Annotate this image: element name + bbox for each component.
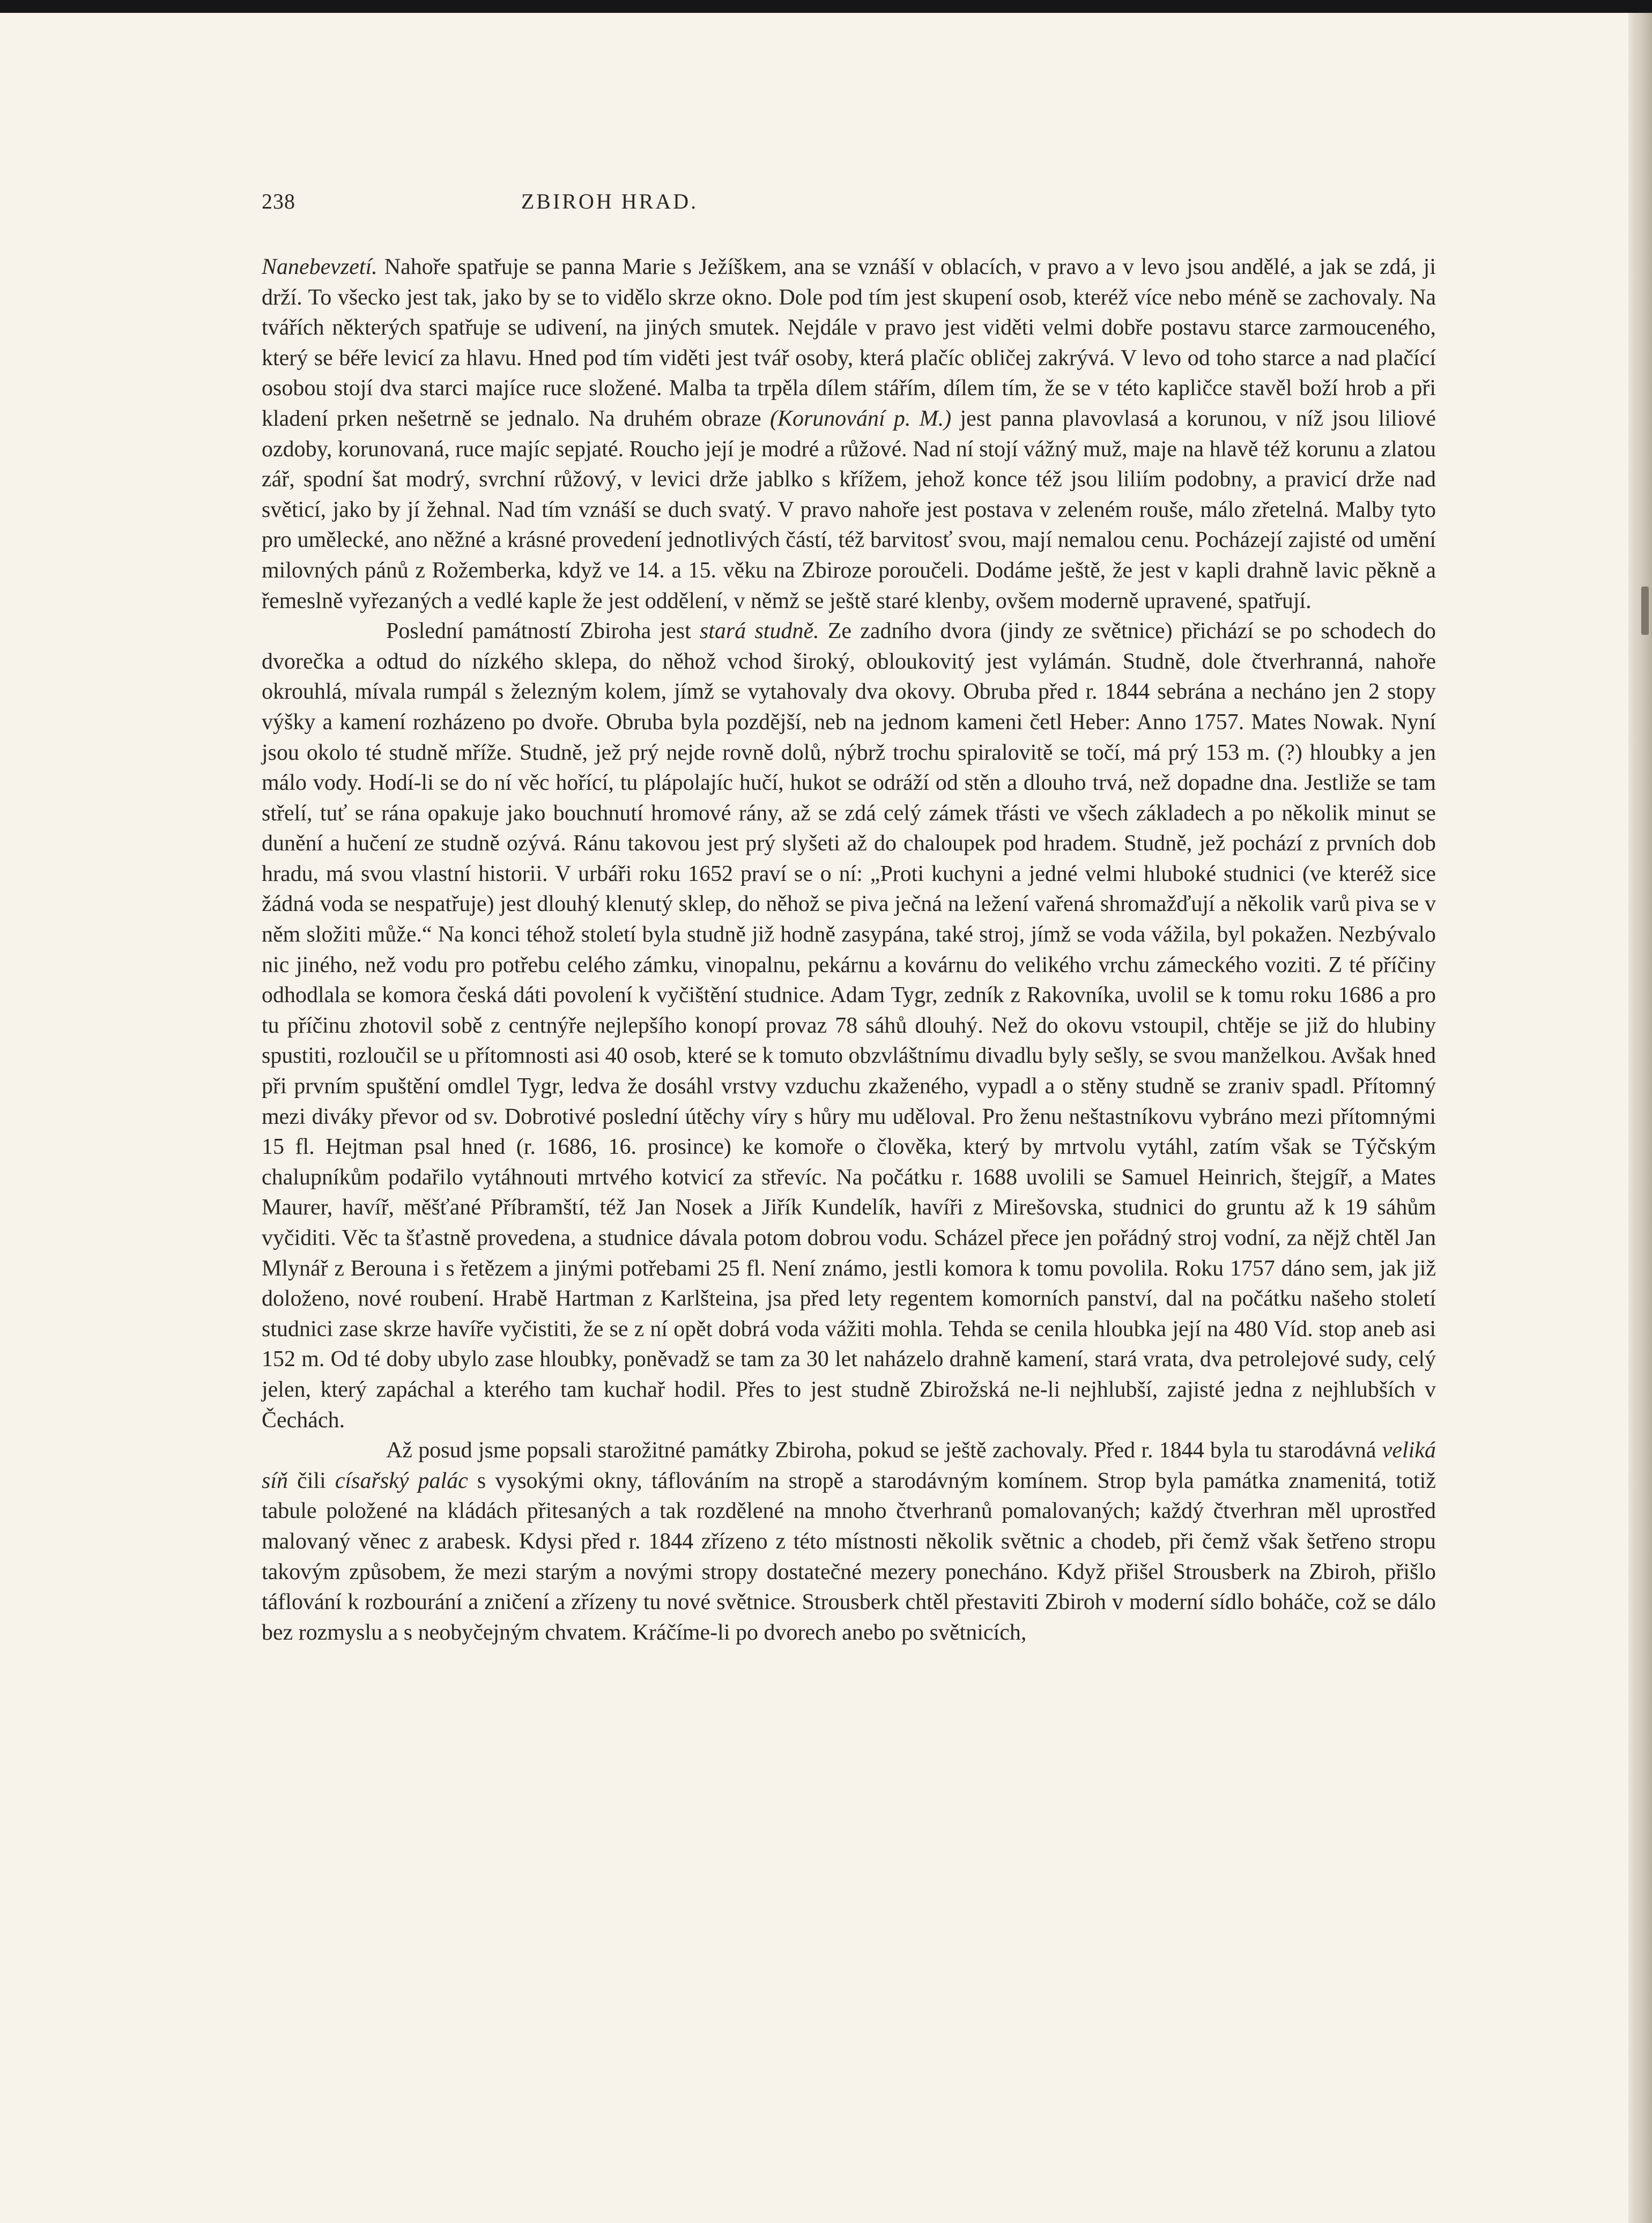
page-edge-mark bbox=[1641, 587, 1649, 635]
paragraph-1 bbox=[262, 252, 1436, 616]
text-segment: (Korunování p. M.) bbox=[769, 406, 952, 431]
page-edge-shadow bbox=[1628, 13, 1652, 2223]
text-segment: Až posud jsme popsali starožitné památky Zbiroha, pokud se ještě zachovaly. Před r. 1844 byla tu starodávná bbox=[386, 1438, 1382, 1463]
paragraph-3 bbox=[262, 1435, 1436, 1648]
text-segment: Ze zadního dvora (jindy ze světnice) přichází se po schodech do dvorečka a odtud do nízkého sklepa, do něhož vchod široký, obloukovitý jest vylámán. Studně, dole čtverhranná, nahoře okrouhlá, mívala rumpál s železným kolem, jímž se vytahovaly dva okovy. Obruba před r. 1844 sebrána a necháno jen 2 stopy výšky a kamení rozházeno po dvoře. Obruba byla pozdější, neb na jednom kameni četl Heber: Anno 1757. Mates Nowak. Nyní jsou okolo té studně mříže. Studně, jež prý nejde rovně dolů, nýbrž trochu spiralovitě se točí, má prý 153 m. (?) hloubky a jen málo vody. Hodí-li se do ní věc hořící, tu plápolajíc hučí, hukot se odráží od stěn a dlouho trvá, než dopadne dna. Jestliže se tam střelí, tuť se rána opakuje jako bouchnutí hromové rány, až se zdá celý zámek třásti ve všech základech a po několik minut se dunění a hučení ze studně ozývá. Ránu takovou jest prý slyšeti až do chaloupek pod hradem. Studně, jež pochází z prvních dob hradu, má svou vlastní historii. V urbáři roku 1652 praví se o ní: „Proti kuchyni a jedné velmi hluboké studnici (ve kteréž sice žádná voda se nespatřuje) jest dlouhý klenutý sklep, do něhož se piva ječná na ležení vařená shromažďují a několik varů piva se v něm složiti může.“ Na konci téhož století byla studně již hodně zasypána, také stroj, jímž se voda vážila, byl pokažen. Nezbývalo nic jiného, než vodu pro potřebu celého zámku, vinopalnu, pekárnu a kovárnu do velikého vrchu zámeckého voziti. Z té příčiny odhodlala se komora česká dáti povolení k vyčištění studnice. Adam Tygr, zedník z Rakovníka, uvolil se k tomu roku 1686 a pro tu příčinu zhotovil sobě z centnýře nejlepšího konopí provaz 78 sáhů dlouhý. Než do okovu vstoupil, chtěje se již do hlubiny spustiti, rozloučil se u přítomnosti asi 40 osob, které se k tomuto obzvláštnímu divadlu byly sešly, se svou manželkou. Avšak hned při prvním spuštění omdlel Tygr, ledva že dosáhl vrstvy vzduchu zkaženého, vypadl a o stěny studně se zraniv spadl. Přítomný mezi diváky převor od sv. Dobrotivé poslední útěchy víry s hůry mu uděloval. Pro ženu neštastníkovu vybráno mezi přítomnými 15 fl. Hejtman psal hned (r. 1686, 16. prosince) ke komoře o člověka, který by mrtvolu vytáhl, zatím však se Týčským chalupníkům podařilo vytáhnouti mrtvého kotvicí za střevíc. Na počátku r. 1688 uvolili se Samuel Heinrich, štejgíř, a Mates Maurer, havíř, měšťané Příbramští, též Jan Nosek a Jiřík Kundelík, havíři z Mirešovska, studnici do gruntu až k 19 sáhům vyčiditi. Věc ta šťastně provedena, a studnice dávala potom dobrou vodu. Scházel přece jen pořádný stroj vodní, za nějž chtěl Jan Mlynář z Berouna i s řetězem a jinými potřebami 25 fl. Není známo, jestli komora k tomu povolila. Roku 1757 dáno sem, jak již doloženo, nové roubení. Hrabě Hartman z Karlšteina, jsa před lety regentem komorních panství, dal na počátku našeho století studnici zase skrze havíře vyčistiti, že se z ní opět dobrá voda vážiti mohla. Tehda se cenila hloubka její na 480 Víd. stop aneb asi 152 m. Od té doby ubylo zase hloubky, poněvadž se tam za 30 let naházelo drahně kamení, stará vrata, dva petrolejové sudy, celý jelen, který zapáchal a kterého tam kuchař hodil. Přes to jest studně Zbirožská ne-li nejhlubší, zajisté jedna z nejhlubších v Čechách. bbox=[262, 619, 1436, 1433]
body-text bbox=[262, 252, 1436, 1648]
page-number: 238 bbox=[262, 189, 295, 213]
text-segment: císařský palác bbox=[335, 1468, 468, 1493]
running-head bbox=[262, 189, 958, 223]
scan-top-border bbox=[0, 0, 1652, 13]
page-title: ZBIROH HRAD. bbox=[521, 189, 699, 213]
text-segment: čili bbox=[288, 1468, 335, 1493]
text-segment: Poslední památností Zbiroha jest bbox=[386, 619, 700, 644]
text-segment: veliká síň bbox=[262, 1438, 1436, 1493]
text-segment: jest panna plavovlasá a korunou, v níž jsou liliové ozdoby, korunovaná, ruce majíc sepjaté. Roucho její je modré a růžové. Nad ní stojí vážný muž, maje na hlavě též korunu a zlatou zář, spodní šat modrý, svrchní růžový, v levici drže jablko s křížem, jehož konce též jsou liliím podobny, a pravicí drže nad světicí, jako by jí žehnal. Nad tím vznáší se duch svatý. V pravo nahoře jest postava v zeleném rouše, málo zřetelná. Malby tyto pro umělecké, ano něžné a krásné provedení jednotlivých částí, též barvitosť svou, mají nemalou cenu. Pocházejí zajisté od umění milovných pánů z Rožemberka, když ve 14. a 15. věku na Zbiroze poroučeli. Dodáme ještě, že jest v kapli drahně lavic pěkně a řemeslně vyřezaných a vedlé kaple že jest oddělení, v němž se ještě staré klenby, ovšem moderně upravené, spatřují. bbox=[262, 406, 1436, 613]
text-segment: Nanebevzetí. bbox=[262, 255, 377, 279]
text-segment: stará studně. bbox=[699, 619, 819, 644]
text-segment: s vysokými okny, táflováním na stropě a starodávným komínem. Strop byla památka znamenitá, totiž tabule položené na kládách přitesaných a tak rozdělené na mnoho čtverhranů pomalovaných; každý čtverhran měl uprostřed malovaný věnec z arabesk. Kdysi před r. 1844 zřízeno z této místnosti několik světnic a chodeb, při čemž však šetřeno stropu takovým způsobem, že mezi starým a novými stropy dostatečné mezery ponecháno. Když přišel Strousberk na Zbiroh, přišlo táflování k rozbourání a zničení a zřízeny tu nové světnice. Strousberk chtěl přestaviti Zbiroh v moderní sídlo boháče, což se dálo bez rozmyslu a s neobyčejným chvatem. Kráčíme-li po dvorech anebo po světnicích, bbox=[262, 1468, 1436, 1645]
paragraph-2 bbox=[262, 616, 1436, 1435]
text-segment: Nahoře spatřuje se panna Marie s Ježíškem, ana se vznáší v oblacích, v pravo a v levo jsou andělé, a jak se zdá, ji drží. To všecko jest tak, jako by se to vidělo skrze okno. Dole pod tím jest skupení osob, kteréž více nebo méně se zachovaly. Na tvářích některých spatřuje se udivení, na jiných smutek. Nejdále v pravo jest viděti velmi dobře postavu starce zarmouceného, který se béře levicí za hlavu. Hned pod tím viděti jest tvář osoby, která plačíc obličej zakrývá. V levo od toho starce a nad plačící osobou stojí dva starci majíce ruce složené. Malba ta trpěla dílem stářím, dílem tím, že se v této kapličce stavěl boží hrob a při kladení prken nešetrně se jednalo. Na druhém obraze bbox=[262, 255, 1436, 431]
